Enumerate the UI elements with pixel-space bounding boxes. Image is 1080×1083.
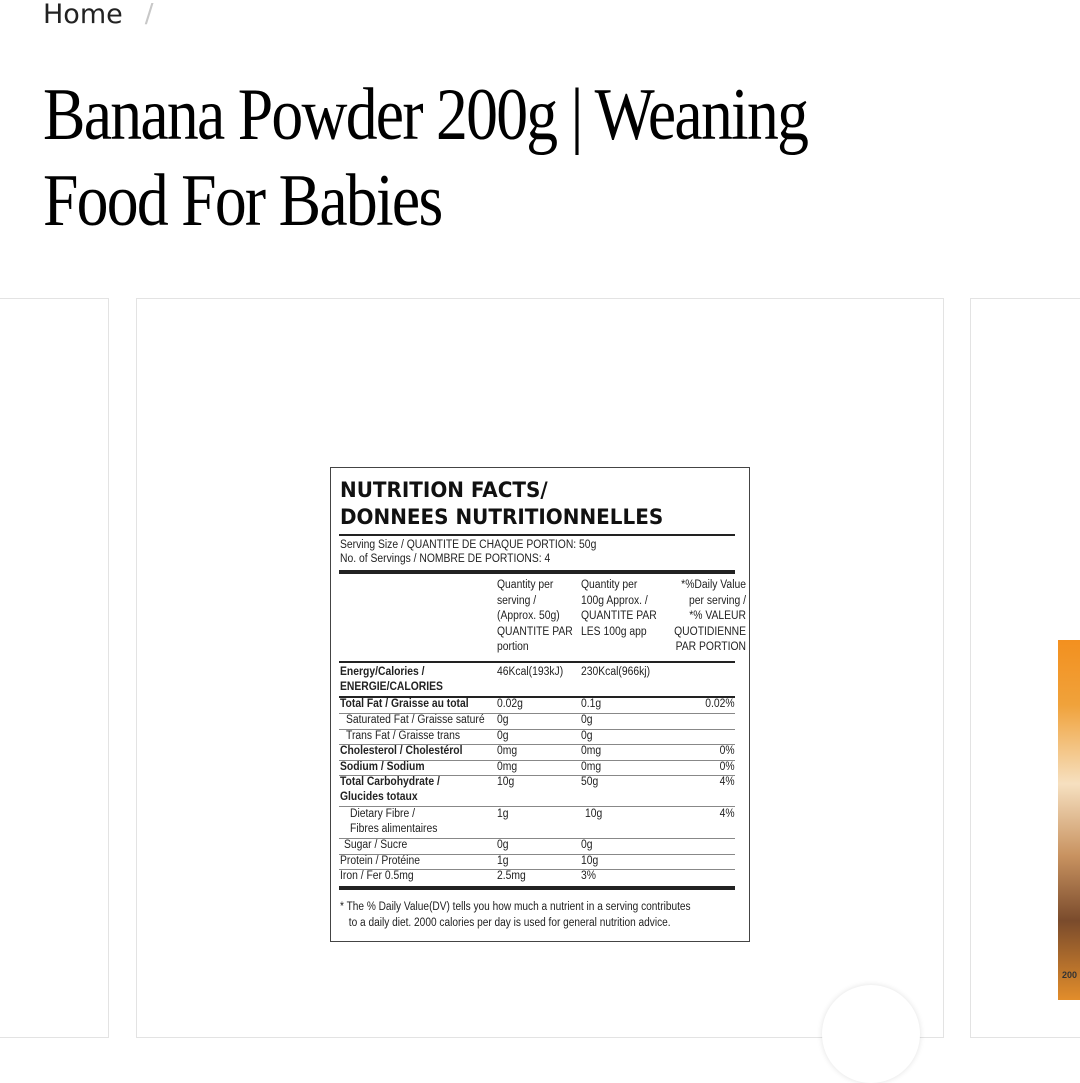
breadcrumb-home-link[interactable]: Home [43, 0, 123, 30]
servings-count: No. of Servings / NOMBRE DE PORTIONS: 4 [340, 553, 551, 565]
serving-info [340, 538, 596, 566]
nutrient-label: Total Fat / Graisse au total [340, 698, 469, 710]
col1-line: QUANTITE PAR [497, 625, 573, 638]
breadcrumb-separator: / [144, 0, 154, 29]
nutrition-heading-line2: DONNEES NUTRITIONNELLES [340, 505, 664, 529]
value-per-100g: 0.1g [581, 698, 602, 710]
value-per-100g: 0g [581, 714, 593, 726]
nutrient-label: Saturated Fat / Graisse saturé [346, 714, 485, 726]
daily-value-footnote [340, 900, 727, 931]
heading-bar [339, 534, 735, 536]
col2-line: QUANTITE PAR [581, 610, 657, 622]
col2-line: Quantity per [581, 579, 638, 591]
daily-value: 0.02% [705, 698, 735, 710]
value-per-100g: 0mg [581, 761, 602, 773]
col3-line: *% VALEUR [689, 610, 746, 622]
value-per-serving: 10g [497, 776, 515, 788]
col2-line: LES 100g app [581, 625, 647, 638]
value-per-serving: 0g [497, 730, 509, 742]
nutrient-label: Cholesterol / Cholestérol [340, 745, 463, 757]
nutrient-label: Energy/Calories / [340, 666, 425, 678]
serving-size: Serving Size / QUANTITE DE CHAQUE PORTION: 50g [340, 539, 597, 551]
page-title: Banana Powder 200g | Weaning Food For Babies [43, 74, 808, 242]
slider-next-button[interactable] [822, 985, 920, 1083]
value-per-serving: 0mg [497, 761, 518, 773]
previous-slide[interactable] [0, 298, 109, 1038]
col3-line: PAR PORTION [675, 641, 746, 653]
nutrient-label-fr: Glucides totaux [340, 791, 418, 803]
value-per-100g: 230Kcal(966kj) [581, 666, 651, 678]
footnote-line1: * The % Daily Value(DV) tells you how much a nutrient in a serving contributes [340, 901, 691, 913]
col3-line: *%Daily Value [681, 579, 746, 591]
breadcrumb [43, 0, 154, 34]
col3-line: per serving / [689, 594, 746, 607]
nutrient-label: Total Carbohydrate / [340, 776, 440, 788]
col3-line: QUOTIDIENNE [674, 625, 746, 638]
footnote-line2: to a daily diet. 2000 calories per day is used for general nutrition advice. [348, 916, 671, 929]
col1-line: portion [497, 641, 529, 653]
value-per-serving: 2.5mg [497, 870, 526, 882]
value-per-serving: 0.02g [497, 698, 523, 710]
column-header-per-100g [581, 578, 667, 640]
column-header-daily-value [665, 578, 746, 656]
nutrient-label-fr: ENERGIE/CALORIES [340, 681, 443, 693]
value-per-serving: 0g [497, 714, 509, 726]
column-header-per-serving [497, 578, 583, 656]
value-per-100g: 3% [581, 870, 596, 882]
value-per-100g: 0g [581, 839, 593, 851]
col1-line: (Approx. 50g) [497, 610, 560, 622]
value-per-serving: 0mg [497, 745, 518, 757]
value-per-100g: 10g [581, 855, 599, 867]
nutrient-label: Dietary Fibre / [350, 808, 415, 820]
value-per-100g: 0g [581, 730, 593, 742]
nutrition-heading [340, 477, 663, 531]
daily-value: 0% [720, 761, 735, 773]
next-product-image-text: 200 [1062, 970, 1078, 980]
col1-line: serving / [497, 594, 537, 607]
daily-value: 4% [720, 808, 735, 820]
value-per-100g: 0mg [581, 745, 602, 757]
value-per-100g: 50g [581, 776, 599, 788]
nutrition-heading-line1: NUTRITION FACTS/ [340, 478, 548, 502]
value-per-serving: 46Kcal(193kJ) [497, 666, 564, 678]
next-product-image[interactable] [1058, 640, 1080, 1000]
nutrition-facts-label [330, 467, 750, 942]
col1-line: Quantity per [497, 579, 554, 591]
value-per-serving: 0g [497, 839, 509, 851]
nutrient-label: Sodium / Sodium [340, 761, 425, 773]
daily-value: 0% [720, 745, 735, 757]
value-per-100g: 10g [585, 808, 603, 820]
serving-bar [339, 570, 735, 574]
value-per-serving: 1g [497, 855, 509, 867]
nutrient-label: Protein / Protéine [340, 855, 420, 867]
value-per-serving: 1g [497, 808, 509, 820]
col2-line: 100g Approx. / [581, 594, 648, 607]
footer-bar [339, 886, 735, 890]
nutrient-label: Sugar / Sucre [344, 839, 408, 851]
nutrient-label-fr: Fibres alimentaires [350, 823, 438, 835]
nutrient-label: Iron / Fer 0.5mg [340, 870, 414, 882]
nutrient-label: Trans Fat / Graisse trans [346, 730, 461, 742]
header-bar [339, 661, 735, 663]
daily-value: 4% [720, 776, 735, 788]
